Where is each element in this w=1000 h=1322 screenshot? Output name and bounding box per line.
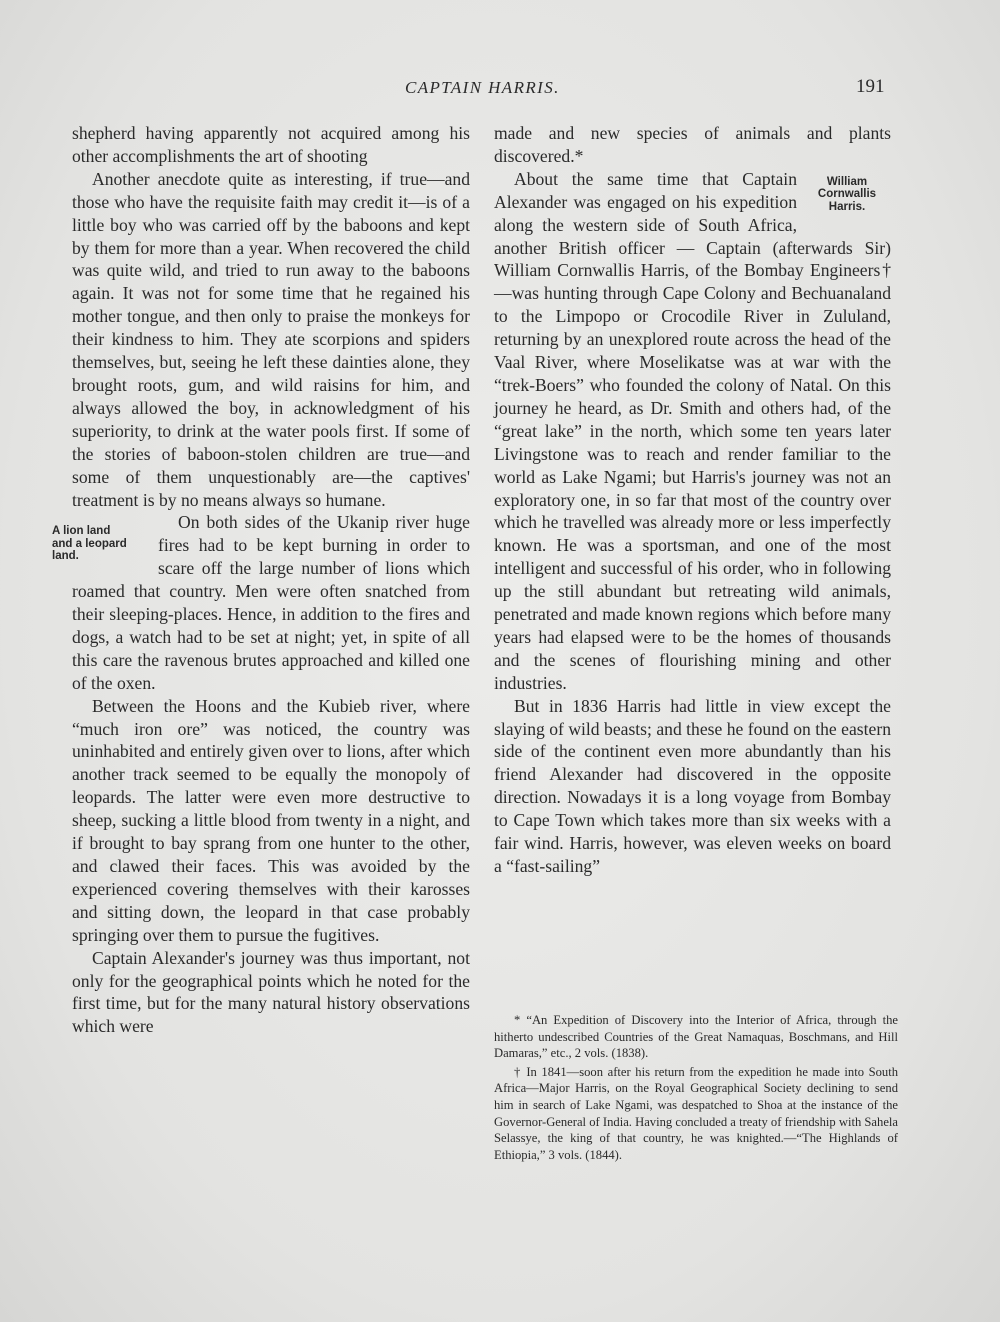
paragraph: About the same time that Captain Alexander was engaged on his expedition along the western side of South Africa, another British officer — Captain (afterwards Sir) William Cornwallis Harris, of the Bombay Engineers†—was hunting through Cape Colony and Bechuanaland to the Limpopo or Crocodile River in Zululand, returning by an unexplored route across the head of the Vaal River, where Moselikatse was at war with the “trek-Boers” who founded the colony of Natal. On this journey he heard, as Dr. Smith and others had, of the “great lake” in the north, which some ten years later Livingstone was to reach and render familiar to the world as Lake Ngami; but Harris's journey was not an exploratory one, in so far that most of the country over which he travelled was already more or less imperfectly known. He was a sportsman, and one of the most intelligent and successful of his order, who in following up the still abundant but retreating wild animals, penetrated and made known regions which before many years had elapsed were to be the homes of thousands and the scenes of flourishing mining and other industries. <box>494 168 891 693</box>
page-number: 191 <box>856 76 885 97</box>
margin-note-line: A lion land <box>52 525 111 538</box>
margin-note-line: land. <box>52 550 79 563</box>
paragraph: Captain Alexander's journey was thus important, not only for the geographical points which he noted for the first time, but for the many natural history observations which were <box>72 947 470 1037</box>
paragraph: But in 1836 Harris had little in view except the slaying of wild beasts; and these he found on the eastern side of the continent even more abundantly than his friend Alexander had discovered in the opposite direction. Nowadays it is a long voyage from Bombay to Cape Town which takes more than six weeks with a fair wind. Harris, however, was eleven weeks on board a “fast-sailing” <box>494 695 891 876</box>
margin-note-line: William <box>826 175 868 188</box>
right-column <box>494 122 891 878</box>
paragraph: shepherd having apparently not acquired among his other accomplishments the art of shooting <box>72 123 470 166</box>
left-column <box>52 122 470 1038</box>
paragraph: Between the Hoons and the Kubieb river, where “much iron ore” was noticed, the country was uninhabited and entirely given over to lions, after which another track seemed to be equally the monopoly of leopards. The latter were even more destructive to sheep, sucking a little blood from twenty in a night, and if brought to bay sprang from one hunter to the other, and clawed their faces. This was avoided by the experienced covering themselves with their karosses and sitting down, the leopard in that case probably springing over them to pursue the fugitives. <box>72 695 470 945</box>
footnote: † In 1841—soon after his return from the expedition he made into South Africa—Major Harris, on the Royal Geographical Society declining to send him in search of Lake Ngami, was despatched to Shoa at the instance of the Governor-General of India. Having concluded a treaty of friendship with Sahela Selassye, the king of that country, he was knighted.—“The Highlands of Ethiopia,” 3 vols. (1844). <box>494 1064 898 1162</box>
margin-note-lion-land <box>52 525 152 563</box>
footnote: * “An Expedition of Discovery into the Interior of Africa, through the hitherto undescribed Countries of the Great Namaquas, Boschmans, and Hill Damaras,” etc., 2 vols. (1838). <box>494 1013 898 1061</box>
margin-note-line: Cornwallis <box>817 188 877 201</box>
margin-note-william-cornwallis-harris <box>803 176 891 214</box>
page-header <box>0 78 1000 108</box>
running-title: CAPTAIN HARRIS. <box>405 78 560 97</box>
paragraph: On both sides of the Ukanip river huge fires had to be kept burning in order to scare off the large number of lions which roamed that country. Men were often snatched from their sleeping-places. Hence, in addition to the fires and dogs, a watch had to be set at night; yet, in spite of all this care the ravenous brutes approached and killed one of the oxen. <box>72 512 470 693</box>
margin-note-line: Harris. <box>828 200 866 213</box>
margin-note-line: and a leopard <box>52 537 127 550</box>
footnotes <box>494 1012 898 1165</box>
paragraph: made and new species of animals and plants discovered.* <box>494 123 891 166</box>
paragraph: Another anecdote quite as interesting, if true—and those who have the requisite faith may credit it—is of a little boy who was carried off by the baboons and kept by them for more than a year. When recovered the child was quite wild, and tried to run away to the baboons again. It was not for some time that he regained his mother tongue, and then only to praise the monkeys for their kindness to him. They ate scorpions and spiders themselves, but, seeing he left these dainties alone, they brought roots, gum, and wild raisins for him, and always allowed the boy, in acknowledgment of his superiority, to drink at the water pools first. If some of the stories of baboon-stolen children are true—and some of them unquestionably are—the captives' treatment is by no means always so humane. <box>72 168 470 510</box>
